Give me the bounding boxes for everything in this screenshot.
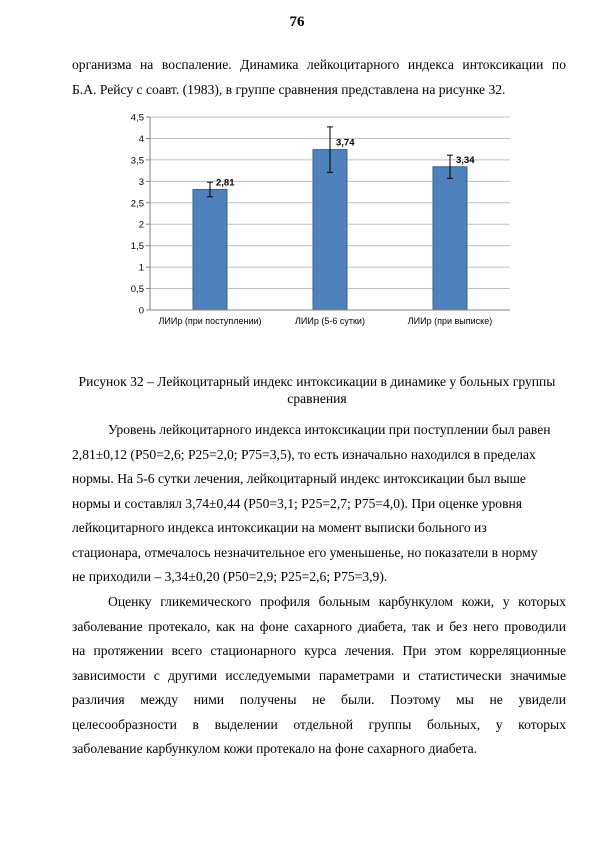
text-line: стационара, отмечалось незначительное его уменьшенье, но показатели в норму <box>72 544 538 560</box>
text-line: 2,81±0,12 (P50=2,6; P25=2,0; P75=3,5), то есть изначально находился в пределах <box>72 446 536 462</box>
chart-y-axis <box>131 113 150 317</box>
chart-x-axis <box>150 310 510 326</box>
text-line: не приходили – 3,34±0,20 (P50=2,9; P25=2,6; P75=3,9). <box>72 569 388 584</box>
x-tick-label: ЛИИр (при поступлении) <box>158 316 262 326</box>
text-line: зависимости с другими исследуемыми параметрами и статистически значимые <box>72 667 566 683</box>
y-tick-label: 1 <box>138 262 144 274</box>
y-tick-label: 2,5 <box>130 198 144 210</box>
y-tick-label: 0 <box>138 305 144 317</box>
y-tick-label: 2 <box>138 219 144 231</box>
text-line: Оценку гликемического профиля больным карбункулом кожи, у которых <box>108 594 566 609</box>
text-line: Уровень лейкоцитарного индекса интоксикации при поступлении был равен <box>108 422 551 437</box>
y-tick-label: 4 <box>138 133 144 145</box>
text-line: организма на воспаление. Динамика лейкоцитарного индекса интоксикации по <box>72 57 566 72</box>
y-tick-label: 1,5 <box>130 241 144 253</box>
bar-chart <box>112 108 512 340</box>
text-line: целесообразности в выделении отдельной группы больных, у которых <box>72 716 566 732</box>
y-tick-label: 0,5 <box>130 284 144 296</box>
y-tick-label: 3,5 <box>130 155 144 167</box>
x-tick-label: ЛИИр (5-6 сутки) <box>295 316 365 326</box>
text-line: нормы и составлял 3,74±0,44 (P50=3,1; P25=2,7; P75=4,0). При оценке уровня <box>72 495 523 511</box>
bar <box>313 150 347 310</box>
data-label: 3,74 <box>336 137 355 149</box>
text-line: на протяжении всего стационарного курса лечения. При этом корреляционные <box>72 643 566 658</box>
page-number: 76 <box>289 14 305 30</box>
text-line: Б.А. Рейсу с соавт. (1983), в группе сравнения представлена на рисунке 32. <box>72 81 506 97</box>
x-tick-label: ЛИИр (при выписке) <box>407 316 493 326</box>
paragraph-results <box>72 418 566 590</box>
y-tick-label: 3 <box>138 176 144 188</box>
figure-caption <box>60 373 574 407</box>
bar <box>433 167 467 310</box>
chart-bars <box>193 150 467 310</box>
text-line: различия между ними получены не были. Поэтому мы не увидели <box>72 692 566 707</box>
paragraph-glycemic <box>72 590 566 762</box>
paragraph-intro <box>72 53 566 102</box>
text-line: лейкоцитарного индекса интоксикации на момент выписки больного из <box>72 520 487 535</box>
data-label: 3,34 <box>456 154 475 166</box>
text-line: заболевание протекало, как на фоне сахарного диабета, так и без него проводили <box>72 618 566 634</box>
y-tick-label: 4,5 <box>130 112 144 124</box>
data-label: 2,81 <box>216 177 235 189</box>
caption-line: Рисунок 32 – Лейкоцитарный индекс интоксикации в динамике у больных группы <box>78 374 556 389</box>
text-line: заболевание карбункулом кожи протекало на фоне сахарного диабета. <box>72 741 478 756</box>
caption-line: сравнения <box>287 391 347 406</box>
bar <box>193 189 227 310</box>
text-line: нормы. На 5-6 сутки лечения, лейкоцитарный индекс интоксикации был выше <box>72 471 526 486</box>
